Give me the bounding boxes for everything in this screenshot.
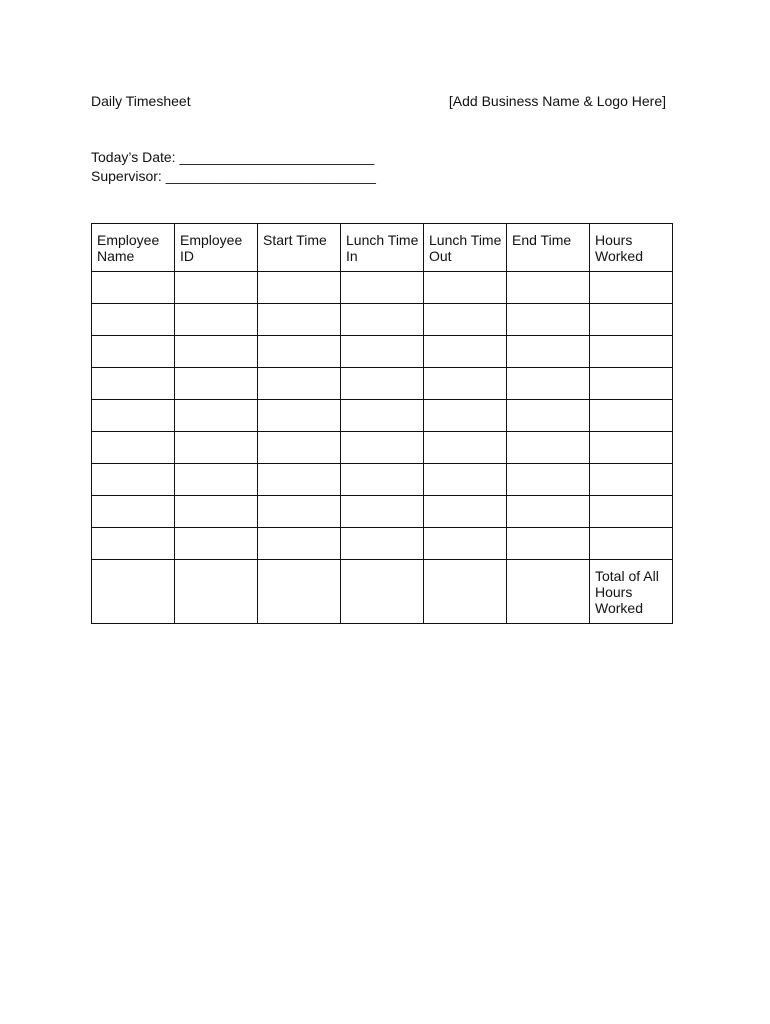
table-cell[interactable] [175,464,258,496]
total-row-cell [258,560,341,624]
table-cell[interactable] [341,496,424,528]
supervisor-field: Supervisor: ___________________________ [91,168,376,184]
table-cell[interactable] [590,272,673,304]
table-cell[interactable] [175,400,258,432]
table-cell[interactable] [507,304,590,336]
table-cell[interactable] [92,336,175,368]
timesheet-body [92,272,673,624]
table-cell[interactable] [590,528,673,560]
table-row [92,400,673,432]
table-cell[interactable] [507,496,590,528]
column-header-hours-worked: Hours Worked [590,224,673,272]
column-header-start-time: Start Time [258,224,341,272]
table-cell[interactable] [590,400,673,432]
table-cell[interactable] [341,368,424,400]
table-cell[interactable] [424,368,507,400]
table-row [92,272,673,304]
table-cell[interactable] [507,336,590,368]
table-cell[interactable] [92,528,175,560]
table-cell[interactable] [258,400,341,432]
table-cell[interactable] [175,432,258,464]
table-cell[interactable] [424,496,507,528]
column-header-end-time: End Time [507,224,590,272]
table-row [92,496,673,528]
table-cell[interactable] [175,368,258,400]
table-cell[interactable] [424,464,507,496]
table-cell[interactable] [175,304,258,336]
table-row [92,528,673,560]
table-cell[interactable] [590,496,673,528]
column-header-employee-id: Employee ID [175,224,258,272]
todays-date-field: Today’s Date: _________________________ [91,149,375,165]
table-cell[interactable] [590,368,673,400]
page-title: Daily Timesheet [91,93,191,109]
table-cell[interactable] [258,368,341,400]
table-cell[interactable] [590,432,673,464]
table-cell[interactable] [590,336,673,368]
table-cell[interactable] [258,432,341,464]
table-cell[interactable] [424,400,507,432]
table-cell[interactable] [258,464,341,496]
table-cell[interactable] [92,464,175,496]
table-cell[interactable] [341,464,424,496]
table-cell[interactable] [92,432,175,464]
table-cell[interactable] [507,272,590,304]
table-cell[interactable] [258,272,341,304]
table-row [92,464,673,496]
table-cell[interactable] [507,368,590,400]
table-cell[interactable] [507,432,590,464]
table-cell[interactable] [175,272,258,304]
table-header-row [92,224,673,272]
total-row-cell [507,560,590,624]
table-cell[interactable] [341,400,424,432]
total-row-cell [175,560,258,624]
table-cell[interactable] [92,496,175,528]
table-cell[interactable] [258,496,341,528]
total-row [92,560,673,624]
table-cell[interactable] [507,464,590,496]
table-cell[interactable] [92,272,175,304]
table-cell[interactable] [507,528,590,560]
table-cell[interactable] [341,528,424,560]
table-cell[interactable] [341,432,424,464]
table-cell[interactable] [590,464,673,496]
total-row-cell [424,560,507,624]
table-cell[interactable] [424,272,507,304]
column-header-lunch-time-in: Lunch Time In [341,224,424,272]
table-cell[interactable] [341,336,424,368]
table-cell[interactable] [507,400,590,432]
table-row [92,432,673,464]
table-cell[interactable] [424,432,507,464]
business-name-placeholder: [Add Business Name & Logo Here] [448,93,666,109]
table-cell[interactable] [175,336,258,368]
column-header-lunch-time-out: Lunch Time Out [424,224,507,272]
table-cell[interactable] [258,528,341,560]
table-cell[interactable] [92,400,175,432]
table-cell[interactable] [341,272,424,304]
table-cell[interactable] [92,304,175,336]
table-cell[interactable] [424,304,507,336]
total-hours-label: Total of All Hours Worked [590,560,673,624]
timesheet-table [91,223,673,624]
table-cell[interactable] [175,496,258,528]
total-row-cell [92,560,175,624]
table-cell[interactable] [424,336,507,368]
table-row [92,368,673,400]
table-cell[interactable] [341,304,424,336]
table-cell[interactable] [92,368,175,400]
table-cell[interactable] [590,304,673,336]
table-cell[interactable] [175,528,258,560]
table-row [92,304,673,336]
table-row [92,336,673,368]
total-row-cell [341,560,424,624]
column-header-employee-name: Employee Name [92,224,175,272]
table-cell[interactable] [424,528,507,560]
table-cell[interactable] [258,336,341,368]
table-cell[interactable] [258,304,341,336]
